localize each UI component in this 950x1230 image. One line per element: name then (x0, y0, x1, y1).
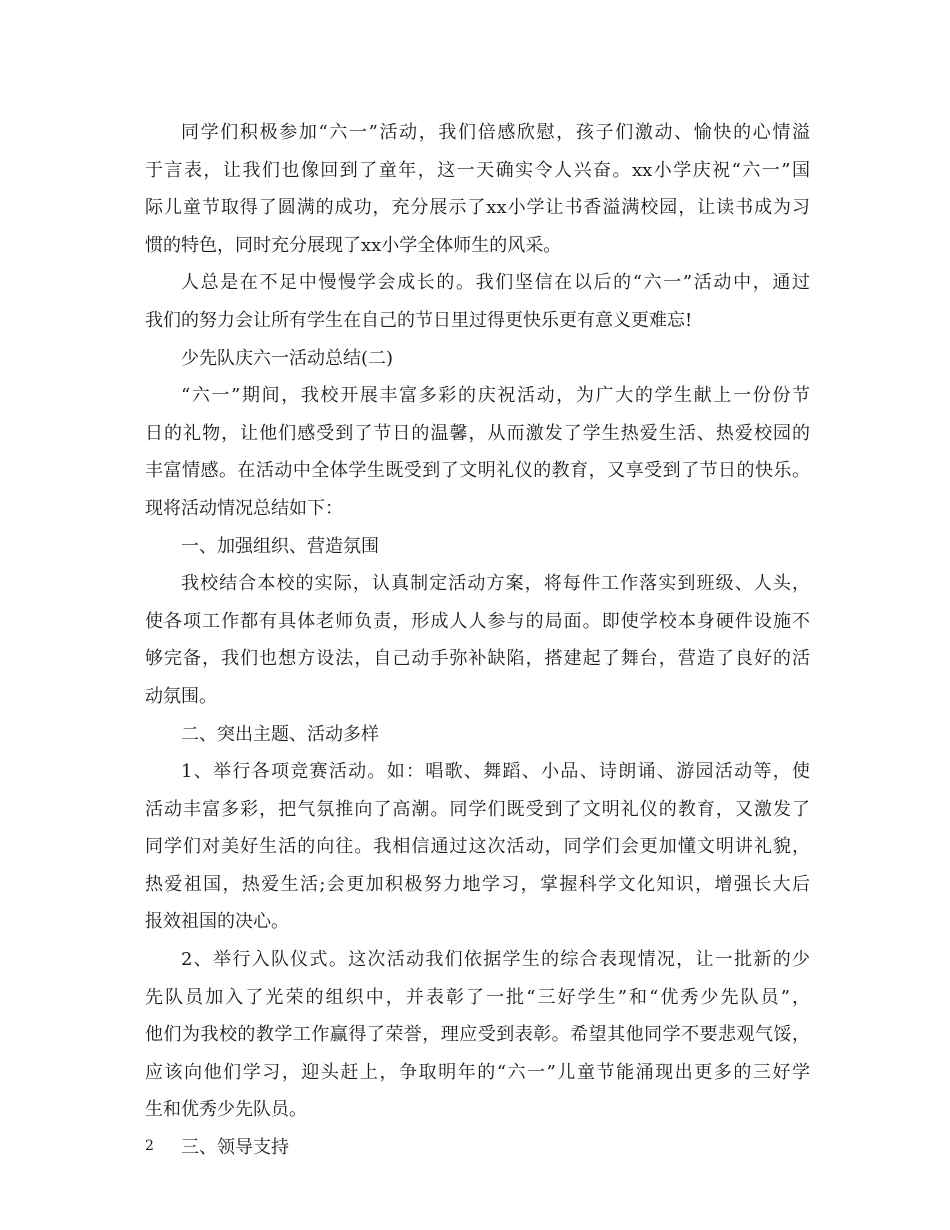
text-line: 三、领导支持 (181, 1137, 289, 1159)
text-line: 现将活动情况总结如下： (145, 497, 343, 519)
text-line: 使各项工作都有具体老师负责，形成人人参与的局面。即使学校本身硬件设施不 (145, 610, 810, 632)
document-body (145, 114, 810, 1167)
text-line: 他们为我校的教学工作赢得了荣誉，理应受到表彰。希望其他同学不要悲观气馁， (145, 1024, 810, 1046)
text-line: 应该向他们学习，迎头赶上，争取明年的“六一”儿童节能涌现出更多的三好学 (145, 1061, 810, 1083)
page-number: 2 (145, 1138, 154, 1154)
text-line: 动氛围。 (145, 685, 217, 707)
text-line: 日的礼物，让他们感受到了节日的温馨，从而激发了学生热爱生活、热爱校园的 (145, 422, 810, 444)
text-line: 于言表，让我们也像回到了童年，这一天确实令人兴奋。xx小学庆祝“六一”国 (145, 159, 810, 181)
text-line: 我们的努力会让所有学生在自己的节日里过得更快乐更有意义更难忘! (145, 309, 693, 331)
text-line: 际儿童节取得了圆满的成功，充分展示了xx小学让书香溢满校园，让读书成为习 (145, 197, 810, 219)
text-line: 够完备，我们也想方设法，自己动手弥补缺陷，搭建起了舞台，营造了良好的活 (145, 648, 810, 670)
text-line: 报效祖国的决心。 (145, 911, 289, 933)
text-line: 先队员加入了光荣的组织中，并表彰了一批“三好学生”和“优秀少先队员”， (145, 986, 810, 1008)
text-line: 热爱祖国，热爱生活;会更加积极努力地学习，掌握科学文化知识，增强长大后 (145, 873, 810, 895)
text-line: 人总是在不足中慢慢学会成长的。我们坚信在以后的“六一”活动中，通过 (181, 272, 810, 294)
text-line: 2、举行入队仪式。这次活动我们依据学生的综合表现情况，让一批新的少 (181, 949, 810, 971)
text-line: 活动丰富多彩，把气氛推向了高潮。同学们既受到了文明礼仪的教育，又激发了 (145, 798, 810, 820)
text-line: 二、突出主题、活动多样 (181, 723, 379, 745)
text-line: 同学们积极参加“六一”活动，我们倍感欣慰，孩子们激动、愉快的心情溢 (181, 122, 810, 143)
text-line: 1、举行各项竞赛活动。如：唱歌、舞蹈、小品、诗朗诵、游园活动等，使 (181, 761, 810, 783)
text-line: “六一”期间，我校开展丰富多彩的庆祝活动，为广大的学生献上一份份节 (181, 385, 810, 407)
text-line: 一、加强组织、营造氛围 (181, 535, 379, 557)
text-line: 我校结合本校的实际，认真制定活动方案，将每件工作落实到班级、人头， (181, 573, 810, 595)
text-line: 少先队庆六一活动总结(二) (181, 347, 394, 369)
text-line: 丰富情感。在活动中全体学生既受到了文明礼仪的教育，又享受到了节日的快乐。 (145, 460, 810, 482)
text-line: 生和优秀少先队员。 (145, 1099, 307, 1121)
text-line: 同学们对美好生活的向往。我相信通过这次活动，同学们会更加懂文明讲礼貌， (145, 836, 810, 858)
text-line: 惯的特色，同时充分展现了xx小学全体师生的风采。 (145, 234, 562, 256)
